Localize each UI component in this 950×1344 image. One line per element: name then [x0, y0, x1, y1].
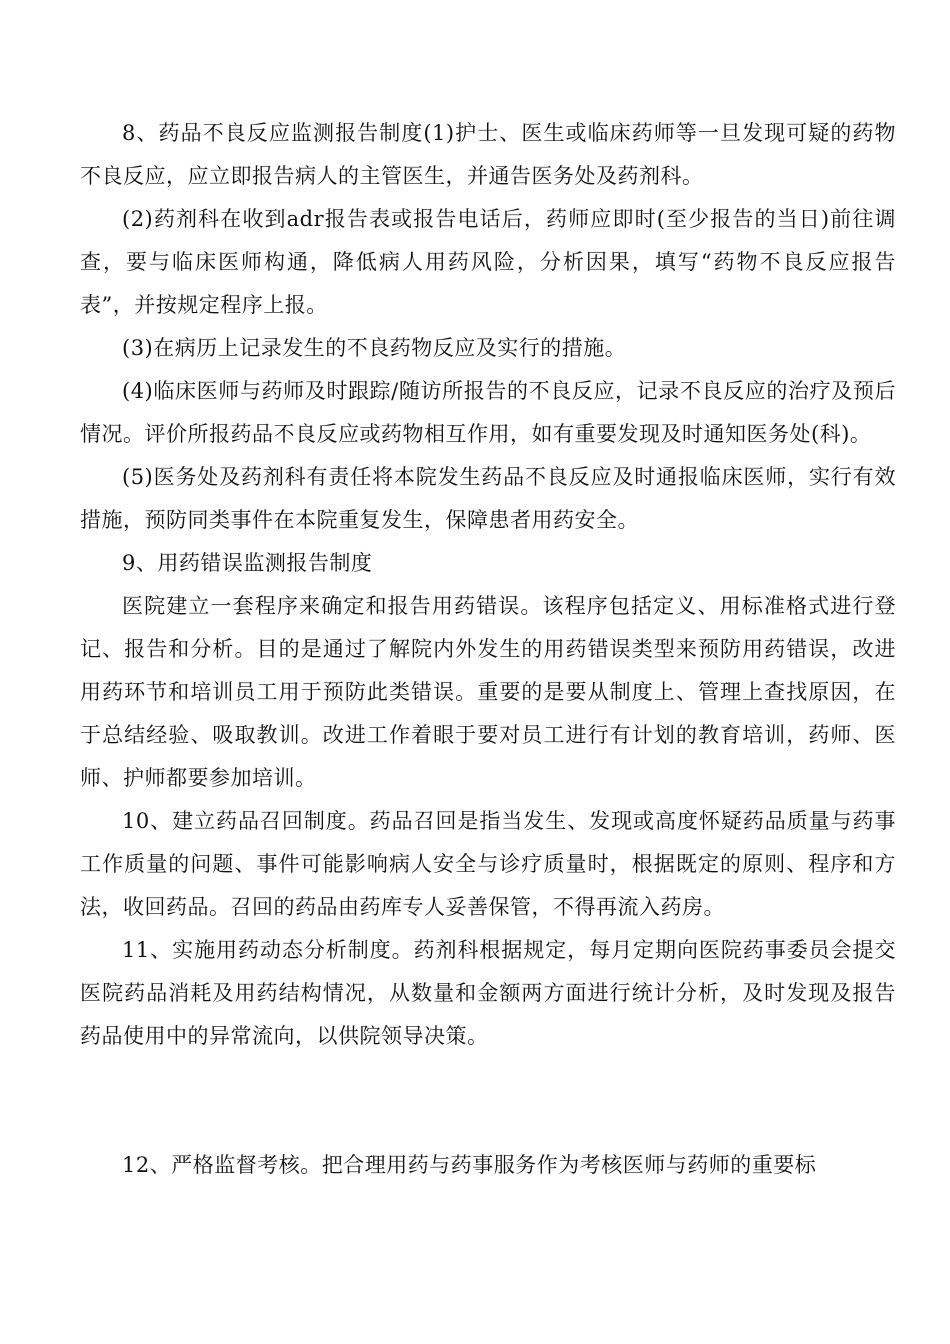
paragraph-adr-investigation: (2)药剂科在收到adr报告表或报告电话后，药师应即时(至少报告的当日)前往调查，要与临床医师构通，降低病人用药风险，分析因果，填写“药物不良反应报告表”，并按规定程序上报。	[80, 207, 896, 317]
paragraph-supervision: 12、严格监督考核。把合理用药与药事服务作为考核医师与药师的重要标	[122, 1153, 817, 1177]
paragraph-adr-record: (3)在病历上记录发生的不良药物反应及实行的措施。	[122, 336, 627, 360]
paragraph-dynamic-analysis: 11、实施用药动态分析制度。药剂科根据规定，每月定期向医院药事委员会提交医院药品消耗及用药结构情况，从数量和金额两方面进行统计分析，及时发现及报告药品使用中的异常流向，以供院领导决策。	[80, 938, 896, 1048]
paragraph-adr-followup: (4)临床医师与药师及时跟踪/随访所报告的不良反应，记录不良反应的治疗及预后情况。评价所报药品不良反应或药物相互作用，如有重要发现及时通知医务处(科)。	[80, 379, 896, 446]
paragraph-adr-reporting: 8、药品不良反应监测报告制度(1)护士、医生或临床药师等一旦发现可疑的药物不良反应，应立即报告病人的主管医生，并通告医务处及药剂科。	[80, 121, 896, 188]
paragraph-drug-recall: 10、建立药品召回制度。药品召回是指当发生、发现或高度怀疑药品质量与药事工作质量的问题、事件可能影响病人安全与诊疗质量时，根据既定的原则、程序和方法，收回药品。召回的药品由药库专人妥善保管，不得再流入药房。	[80, 809, 896, 919]
section-heading-medication-error: 9、用药错误监测报告制度	[122, 551, 373, 575]
paragraph-adr-notification: (5)医务处及药剂科有责任将本院发生药品不良反应及时通报临床医师，实行有效措施，预防同类事件在本院重复发生，保障患者用药安全。	[80, 465, 896, 532]
page-gap	[80, 1058, 896, 1144]
paragraph-medication-error: 医院建立一套程序来确定和报告用药错误。该程序包括定义、用标准格式进行登记、报告和分析。目的是通过了解院内外发生的用药错误类型来预防用药错误，改进用药环节和培训员工用于预防此类错误。重要的是要从制度上、管理上查找原因，在于总结经验、吸取教训。改进工作着眼于要对员工进行有计划的教育培训，药师、医师、护师都要参加培训。	[80, 594, 896, 790]
